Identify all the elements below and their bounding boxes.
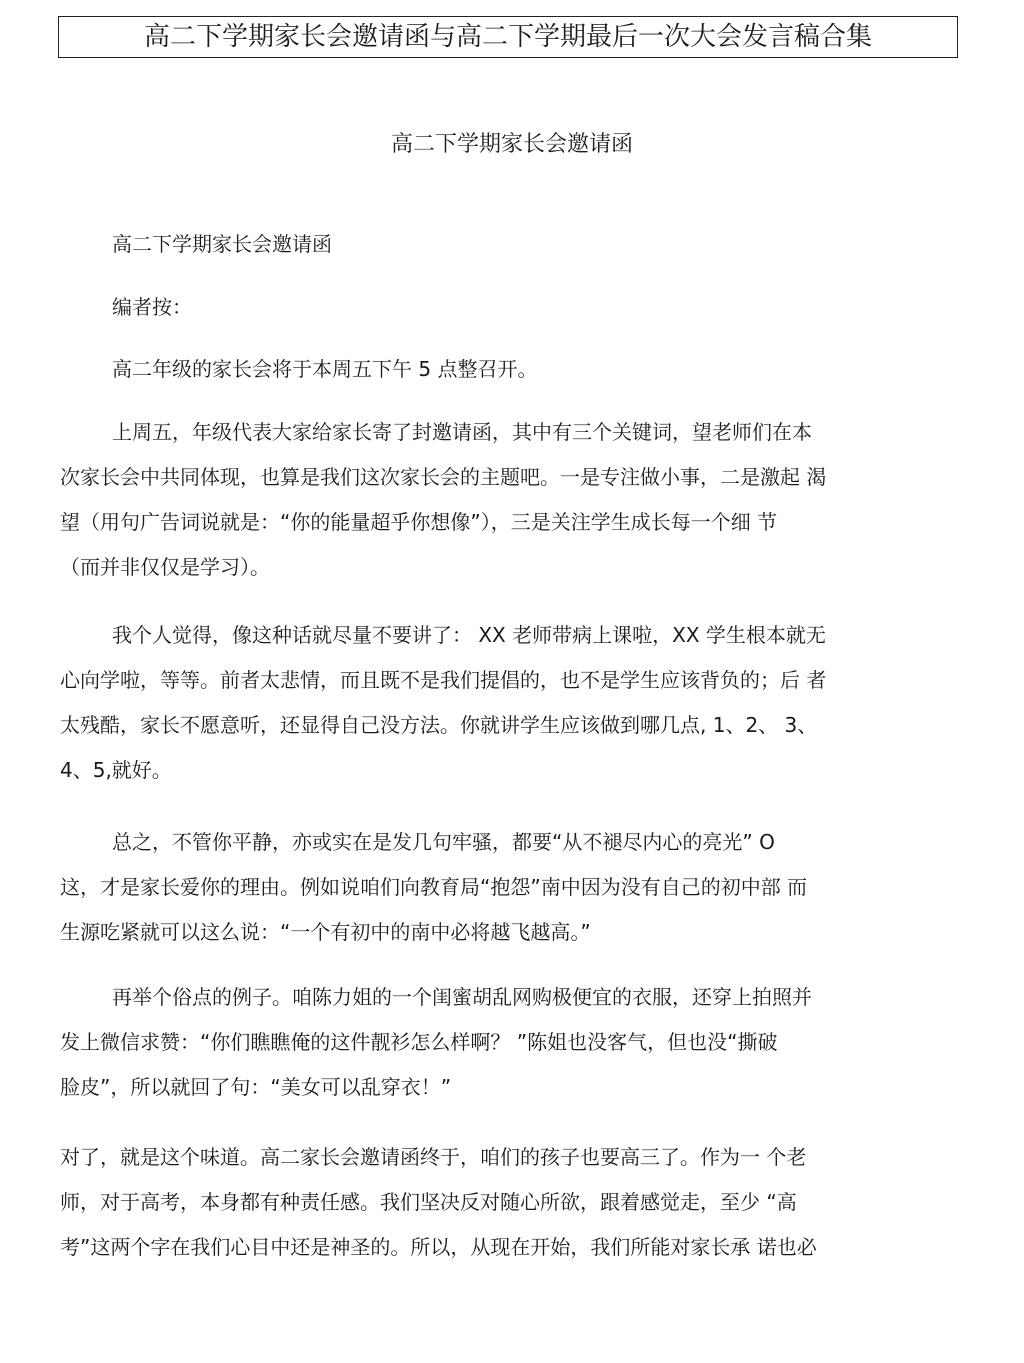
section-title: 高二下学期家长会邀请函 bbox=[390, 132, 633, 157]
paragraph-line: 上周五，年级代表大家给家长寄了封邀请函，其中有三个关键词，望老师们在本 bbox=[112, 420, 812, 444]
paragraph-line: （而并非仅仅是学习）。 bbox=[60, 555, 270, 579]
paragraph-line: 对了，就是这个味道。高二家长会邀请函终于，咱们的孩子也要高三了。作为一 个老 bbox=[60, 1145, 807, 1169]
paragraph-3 bbox=[60, 820, 956, 955]
paragraph-line: 发上微信求赞：“你们瞧瞧俺的这件靓衫怎么样啊？ ”陈姐也没客气，但也没“撕破 bbox=[60, 1030, 778, 1054]
paragraph-line: 这，才是家长爱你的理由。例如说咱们向教育局“抱怨”南中因为没有自己的初中部 而 bbox=[60, 875, 808, 899]
paragraph-line: 太残酷，家长不愿意听，还显得自己没方法。你就讲学生应该做到哪几点, 1、2、 3、 bbox=[60, 713, 818, 737]
heading-line: 高二下学期家长会邀请函 bbox=[112, 232, 332, 256]
paragraph-line: 次家长会中共同体现，也算是我们这次家长会的主题吧。一是专注做小事，二是激起 渴 bbox=[60, 465, 827, 489]
paragraph-line: 心向学啦，等等。前者太悲情，而且既不是我们提倡的，也不是学生应该背负的；后 者 bbox=[60, 668, 827, 692]
paragraph-line: 再举个俗点的例子。咱陈力姐的一个闺蜜胡乱网购极便宜的衣服，还穿上拍照并 bbox=[112, 985, 812, 1009]
paragraph-5 bbox=[60, 1135, 956, 1270]
paragraph-line: 师，对于高考，本身都有种责任感。我们坚决反对随心所欲，跟着感觉走，至少 “高 bbox=[60, 1190, 797, 1214]
paragraph-line: 脸皮”，所以就回了句：“美女可以乱穿衣！” bbox=[60, 1075, 452, 1099]
paragraph-line: 我个人觉得，像这种话就尽量不要讲了： XX 老师带病上课啦，XX 学生根本就无 bbox=[112, 623, 826, 647]
paragraph-4 bbox=[60, 975, 956, 1110]
paragraph-line: 4、5,就好。 bbox=[60, 758, 172, 782]
paragraph-line: 生源吃紧就可以这么说：“一个有初中的南中必将越飞越高。” bbox=[60, 920, 591, 944]
paragraph-line: 望（用句广告词说就是：“你的能量超乎你想像”），三是关注学生成长每一个细 节 bbox=[60, 510, 778, 534]
document-main-title: 高二下学期家长会邀请函与高二下学期最后一次大会发言稿合集 bbox=[58, 16, 958, 58]
paragraph-line: 考”这两个字在我们心目中还是神圣的。所以，从现在开始，我们所能对家长承 诺也必 bbox=[60, 1235, 817, 1259]
editor-note: 编者按： bbox=[112, 295, 192, 319]
paragraph-line: 总之，不管你平静，亦或实在是发几句牢骚，都要“从不褪尽内心的亮光” O bbox=[112, 830, 775, 854]
meeting-notice: 高二年级的家长会将于本周五下午 5 点整召开。 bbox=[112, 357, 538, 381]
paragraph-2 bbox=[60, 613, 956, 793]
paragraph-1 bbox=[60, 410, 956, 590]
